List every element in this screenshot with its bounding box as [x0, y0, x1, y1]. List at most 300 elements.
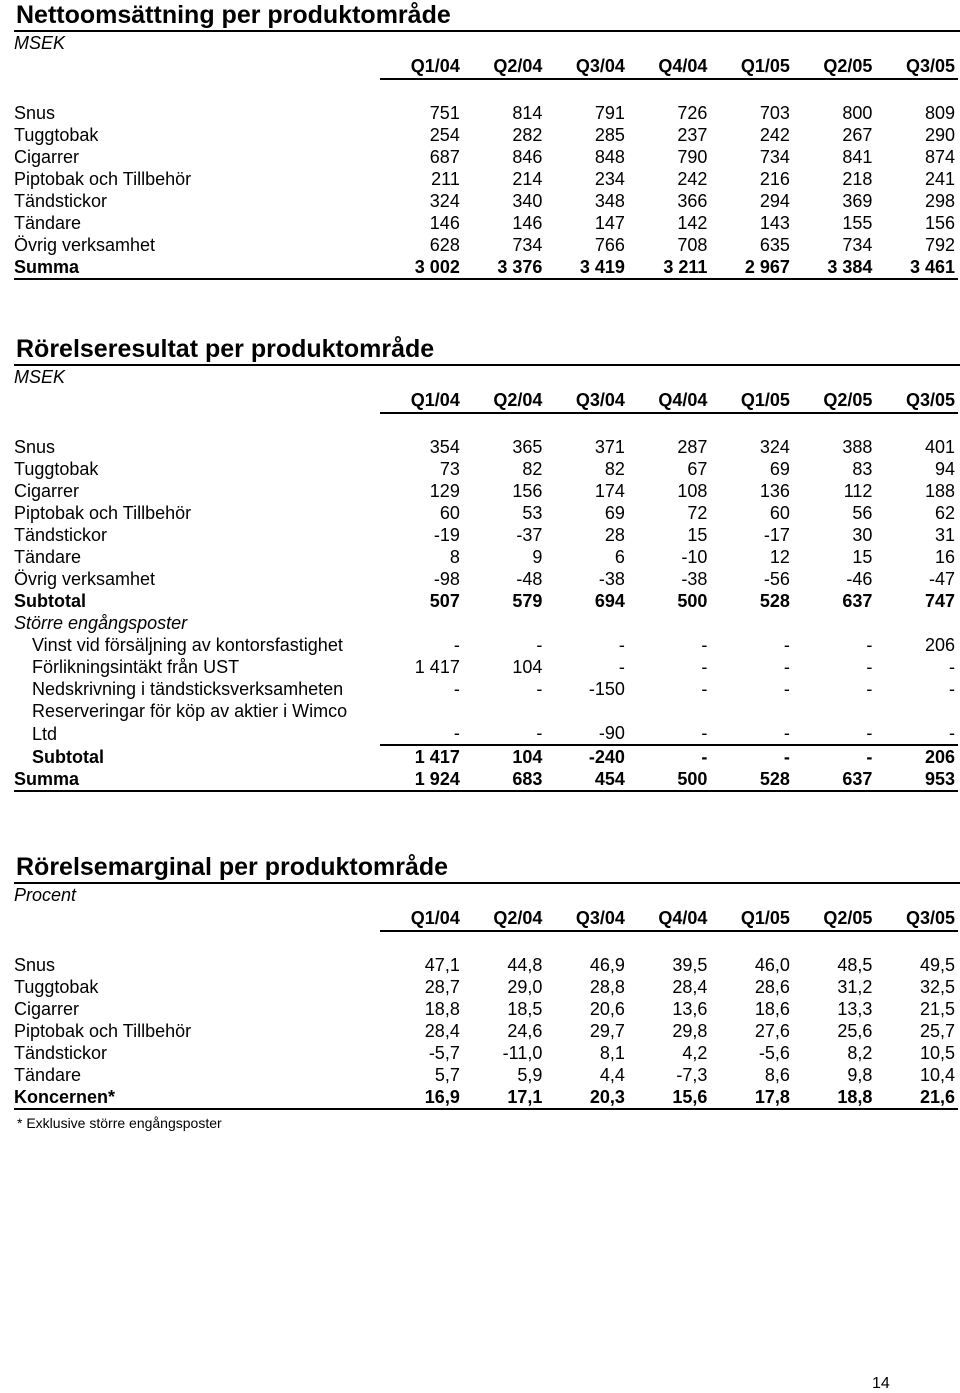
cell-value: 29,8 [672, 1021, 708, 1041]
sales-header-blank [14, 54, 380, 79]
row-label: Tuggtobak [14, 977, 99, 997]
cell-value: 791 [594, 103, 625, 123]
cell-value: 83 [852, 459, 873, 479]
row-label: Nedskrivning i tändsticksverksamheten [32, 679, 344, 699]
ebit-header-row [14, 388, 958, 413]
cell-value: 104 [512, 657, 543, 677]
cell-value: - [380, 722, 463, 745]
row-label: Snus [14, 103, 56, 123]
sales-unit: MSEK [14, 33, 66, 53]
margin-header-blank [14, 906, 380, 931]
cell-value [545, 700, 628, 722]
cell-value: 28,4 [672, 977, 708, 997]
sales-header-quarter: Q3/05 [875, 54, 958, 79]
cell-value: 628 [429, 235, 460, 255]
cell-value: -11,0 [502, 1043, 543, 1063]
ebit-header [14, 388, 958, 413]
row-heading: Större engångsposter [14, 613, 188, 633]
row-label: Förlikningsintäkt från UST [32, 657, 240, 677]
row-label: Tändare [14, 547, 82, 567]
cell-value: - [618, 657, 625, 677]
cell-value: -19 [433, 525, 460, 545]
cell-value: 13,3 [837, 999, 873, 1019]
cell-value: 60 [439, 503, 460, 523]
cell-value: - [949, 657, 955, 677]
cell-value: 69 [604, 503, 625, 523]
cell-value: 348 [594, 191, 625, 211]
cell-value: 29,0 [507, 977, 543, 997]
cell-value: 528 [710, 768, 793, 791]
ebit-header-quarter: Q3/05 [875, 388, 958, 413]
cell-value: 287 [677, 437, 708, 457]
cell-value: 9,8 [847, 1065, 873, 1085]
cell-value: 15 [852, 547, 873, 567]
cell-value: 237 [677, 125, 708, 145]
cell-value: 143 [759, 213, 790, 233]
cell-value: 290 [924, 125, 955, 145]
cell-value: 401 [924, 437, 955, 457]
cell-value: 28,7 [424, 977, 460, 997]
sales-header-quarter: Q2/05 [793, 54, 876, 79]
cell-value: 846 [512, 147, 543, 167]
cell-value: 8 [449, 547, 460, 567]
cell-value: - [783, 657, 790, 677]
cell-value: 454 [545, 768, 628, 791]
sales-title: Nettoomsättning per produktområde [14, 0, 960, 32]
cell-value: -17 [763, 525, 790, 545]
sales-header-quarter: Q3/04 [545, 54, 628, 79]
cell-value: - [949, 679, 955, 699]
cell-value: 13,6 [672, 999, 708, 1019]
cell-value: -38 [681, 569, 708, 589]
sales-total-row [14, 256, 958, 279]
cell-value: 218 [842, 169, 873, 189]
cell-value: 27,6 [754, 1021, 790, 1041]
cell-value [380, 700, 463, 722]
cell-value: 365 [512, 437, 543, 457]
cell-value: 267 [842, 125, 873, 145]
row-label: Koncernen* [14, 1086, 380, 1109]
cell-value: 67 [687, 459, 708, 479]
row-label: Tändstickor [14, 525, 108, 545]
cell-value: 28 [604, 525, 625, 545]
cell-value: -7,3 [676, 1065, 708, 1085]
margin-title: Rörelsemarginal per produktområde [14, 852, 960, 884]
row-label: Subtotal [14, 591, 86, 611]
cell-value: 46,0 [754, 955, 790, 975]
cell-value: 82 [522, 459, 543, 479]
margin-body [14, 931, 958, 1109]
cell-value: 28,6 [754, 977, 790, 997]
page-number: 14 [872, 1375, 890, 1392]
margin-unit: Procent [14, 885, 77, 905]
cell-value: 16,9 [380, 1086, 463, 1109]
cell-value: -38 [598, 569, 625, 589]
sales-row [14, 234, 958, 256]
cell-value: 1 417 [414, 747, 460, 767]
cell-value: 39,5 [672, 955, 708, 975]
cell-value: - [710, 722, 793, 745]
cell-value: 72 [687, 503, 708, 523]
cell-value: 5,9 [517, 1065, 543, 1085]
ebit-item-row [14, 656, 958, 678]
cell-value: 18,5 [507, 999, 543, 1019]
ebit-item-row [14, 700, 958, 722]
ebit-row [14, 502, 958, 524]
margin-section [14, 852, 960, 1110]
cell-value: - [701, 679, 708, 699]
cell-value: - [866, 747, 873, 767]
cell-value [628, 700, 711, 722]
cell-value: 242 [759, 125, 790, 145]
row-label: Subtotal [32, 746, 104, 767]
row-label: Tändare [14, 1065, 82, 1085]
ebit-section [14, 334, 960, 792]
cell-value: 703 [759, 103, 790, 123]
ebit-header-blank [14, 388, 380, 413]
row-label: Tändare [14, 213, 82, 233]
cell-value: 747 [924, 591, 955, 611]
cell-value: 12 [769, 547, 790, 567]
ebit-item-row [14, 634, 958, 656]
cell-value: - [536, 679, 543, 699]
cell-value: -10 [681, 547, 708, 567]
cell-value: 28,4 [424, 1021, 460, 1041]
ebit-header-quarter: Q2/05 [793, 388, 876, 413]
ebit-unit: MSEK [14, 367, 66, 387]
cell-value: 841 [842, 147, 873, 167]
margin-row [14, 998, 958, 1020]
cell-value: 156 [512, 481, 543, 501]
cell-value: 17,8 [710, 1086, 793, 1109]
margin-row [14, 954, 958, 976]
cell-value: -90 [545, 722, 628, 745]
cell-value: 21,6 [875, 1086, 958, 1109]
row-label: Reserveringar för köp av aktier i Wimco [32, 701, 348, 721]
row-label: Tuggtobak [14, 459, 99, 479]
cell-value: 216 [759, 169, 790, 189]
sales-row [14, 124, 958, 146]
cell-value: 800 [842, 103, 873, 123]
cell-value: 766 [594, 235, 625, 255]
sales-row [14, 102, 958, 124]
margin-total-row [14, 1086, 958, 1109]
margin-header-quarter: Q2/05 [793, 906, 876, 931]
cell-value: 25,6 [837, 1021, 873, 1041]
sales-header [14, 54, 958, 79]
cell-value: 24,6 [507, 1021, 543, 1041]
ebit-header-quarter: Q4/04 [628, 388, 711, 413]
cell-value: 15,6 [628, 1086, 711, 1109]
ebit-title: Rörelseresultat per produktområde [14, 334, 960, 366]
cell-value: 73 [439, 459, 460, 479]
cell-value: 726 [677, 103, 708, 123]
cell-value: - [463, 722, 546, 745]
cell-value: 3 419 [545, 256, 628, 279]
cell-value [793, 700, 876, 722]
sales-body [14, 79, 958, 279]
cell-value: 734 [512, 235, 543, 255]
row-label: Övrig verksamhet [14, 569, 156, 589]
cell-value: -56 [763, 569, 790, 589]
cell-value: 734 [759, 147, 790, 167]
cell-value: 3 211 [628, 256, 711, 279]
row-label: Snus [14, 437, 56, 457]
cell-value: 809 [924, 103, 955, 123]
ebit-header-quarter: Q1/04 [380, 388, 463, 413]
cell-value: 15 [687, 525, 708, 545]
cell-value: 340 [512, 191, 543, 211]
cell-value: 206 [924, 747, 955, 767]
cell-value: 528 [759, 591, 790, 611]
ebit-header-quarter: Q2/04 [463, 388, 546, 413]
cell-value: -240 [588, 747, 625, 767]
cell-value: 4,4 [599, 1065, 625, 1085]
ebit-subtotal-row [14, 590, 958, 612]
cell-value: 136 [759, 481, 790, 501]
cell-value: 31,2 [837, 977, 873, 997]
cell-value: 282 [512, 125, 543, 145]
cell-value: -150 [588, 679, 625, 699]
cell-value: 10,4 [919, 1065, 955, 1085]
cell-value: 953 [875, 768, 958, 791]
cell-value: 507 [429, 591, 460, 611]
cell-value: 234 [594, 169, 625, 189]
ebit-row [14, 568, 958, 590]
cell-value: 241 [924, 169, 955, 189]
cell-value: - [783, 747, 790, 767]
cell-value: 155 [842, 213, 873, 233]
row-label: Cigarrer [14, 481, 80, 501]
row-label: Piptobak och Tillbehör [14, 169, 192, 189]
cell-value: 56 [852, 503, 873, 523]
row-label: Tändstickor [14, 191, 108, 211]
cell-value: 69 [769, 459, 790, 479]
row-label: Piptobak och Tillbehör [14, 503, 192, 523]
cell-value: 371 [594, 437, 625, 457]
cell-value: 5,7 [434, 1065, 460, 1085]
cell-value: 20,6 [589, 999, 625, 1019]
cell-value: 734 [842, 235, 873, 255]
sales-row [14, 168, 958, 190]
sales-header-quarter: Q1/04 [380, 54, 463, 79]
sales-row [14, 146, 958, 168]
cell-value: 18,6 [754, 999, 790, 1019]
cell-value: 1 417 [414, 657, 460, 677]
cell-value: 790 [677, 147, 708, 167]
cell-value: 635 [759, 235, 790, 255]
cell-value: 129 [429, 481, 460, 501]
cell-value: 708 [677, 235, 708, 255]
cell-value: 3 384 [793, 256, 876, 279]
sales-header-row [14, 54, 958, 79]
cell-value: 3 002 [380, 256, 463, 279]
ebit-row [14, 480, 958, 502]
margin-header-quarter: Q1/05 [710, 906, 793, 931]
margin-header-quarter: Q3/05 [875, 906, 958, 931]
margin-header-row [14, 906, 958, 931]
row-label: Ltd [32, 723, 58, 744]
cell-value: 48,5 [837, 955, 873, 975]
ebit-row [14, 458, 958, 480]
cell-value: 21,5 [919, 999, 955, 1019]
cell-value: 32,5 [919, 977, 955, 997]
cell-value: 20,3 [545, 1086, 628, 1109]
cell-value: 147 [594, 213, 625, 233]
row-label: Cigarrer [14, 147, 80, 167]
cell-value: - [701, 747, 708, 767]
cell-value: 30 [852, 525, 873, 545]
sales-row [14, 190, 958, 212]
cell-value: 4,2 [682, 1043, 708, 1063]
cell-value: 46,9 [589, 955, 625, 975]
cell-value: - [618, 635, 625, 655]
cell-value: 49,5 [919, 955, 955, 975]
margin-header [14, 906, 958, 931]
sales-table [14, 54, 958, 280]
margin-header-quarter: Q1/04 [380, 906, 463, 931]
cell-value: 94 [934, 459, 955, 479]
cell-value: - [866, 635, 873, 655]
cell-value: - [701, 635, 708, 655]
cell-value: 8,2 [847, 1043, 873, 1063]
sales-spacer-row [14, 79, 958, 102]
cell-value: 366 [677, 191, 708, 211]
sales-header-quarter: Q1/05 [710, 54, 793, 79]
margin-row [14, 1020, 958, 1042]
cell-value: 500 [677, 591, 708, 611]
cell-value: 47,1 [424, 955, 460, 975]
cell-value: 44,8 [507, 955, 543, 975]
cell-value: -48 [516, 569, 543, 589]
cell-value: - [866, 679, 873, 699]
cell-value: 751 [429, 103, 460, 123]
cell-value: 18,8 [424, 999, 460, 1019]
cell-value: - [783, 635, 790, 655]
cell-value: 146 [429, 213, 460, 233]
cell-value: 82 [604, 459, 625, 479]
row-label: Summa [14, 768, 380, 791]
row-label: Övrig verksamhet [14, 235, 156, 255]
cell-value: -98 [433, 569, 460, 589]
margin-row [14, 1064, 958, 1086]
cell-value: - [783, 679, 790, 699]
sales-section [14, 0, 960, 280]
cell-value: 294 [759, 191, 790, 211]
margin-header-quarter: Q4/04 [628, 906, 711, 931]
ebit-table [14, 388, 958, 792]
row-label: Vinst vid försäljning av kontorsfastighet [32, 635, 343, 655]
cell-value: 500 [628, 768, 711, 791]
cell-value [463, 700, 546, 722]
cell-value [875, 700, 958, 722]
ebit-header-quarter: Q3/04 [545, 388, 628, 413]
cell-value: 874 [924, 147, 955, 167]
cell-value: -37 [516, 525, 543, 545]
cell-value: 3 461 [875, 256, 958, 279]
sales-row [14, 212, 958, 234]
cell-value: - [793, 722, 876, 745]
cell-value: 188 [924, 481, 955, 501]
cell-value: 174 [594, 481, 625, 501]
cell-value: 156 [924, 213, 955, 233]
cell-value: 242 [677, 169, 708, 189]
cell-value: 112 [843, 481, 873, 501]
cell-value: 683 [463, 768, 546, 791]
cell-value: - [453, 679, 460, 699]
row-label: Tändstickor [14, 1043, 108, 1063]
cell-value: - [536, 635, 543, 655]
cell-value: - [875, 722, 958, 745]
row-label: Piptobak och Tillbehör [14, 1021, 192, 1041]
ebit-items-subtotal-row [14, 745, 958, 768]
cell-value [710, 700, 793, 722]
cell-value: 254 [429, 125, 460, 145]
cell-value: 848 [594, 147, 625, 167]
ebit-row [14, 546, 958, 568]
cell-value: 108 [677, 481, 708, 501]
cell-value: - [701, 657, 708, 677]
cell-value: 579 [512, 591, 543, 611]
ebit-row [14, 524, 958, 546]
row-label: Snus [14, 955, 56, 975]
cell-value: 214 [512, 169, 543, 189]
cell-value: 324 [429, 191, 460, 211]
cell-value: 104 [512, 747, 543, 767]
cell-value: -47 [928, 569, 955, 589]
footnote: * Exklusive större engångsposter [17, 1115, 222, 1131]
ebit-spacer-row [14, 413, 958, 436]
cell-value: 369 [842, 191, 873, 211]
row-label: Cigarrer [14, 999, 80, 1019]
ebit-item-row [14, 722, 958, 745]
cell-value: 285 [594, 125, 625, 145]
margin-table [14, 906, 958, 1110]
cell-value: 25,7 [919, 1021, 955, 1041]
cell-value: 62 [934, 503, 955, 523]
cell-value: -46 [846, 569, 873, 589]
cell-value: 146 [512, 213, 543, 233]
cell-value: 9 [532, 547, 543, 567]
cell-value: - [453, 635, 460, 655]
cell-value: 1 924 [380, 768, 463, 791]
cell-value: -5,6 [758, 1043, 790, 1063]
margin-header-quarter: Q2/04 [463, 906, 546, 931]
cell-value: 324 [759, 437, 790, 457]
cell-value: 31 [934, 525, 955, 545]
cell-value: 354 [429, 437, 460, 457]
margin-spacer-row [14, 931, 958, 954]
cell-value: 29,7 [589, 1021, 625, 1041]
cell-value: 60 [769, 503, 790, 523]
cell-value: 8,1 [599, 1043, 625, 1063]
cell-value: 694 [594, 591, 625, 611]
cell-value: 637 [842, 591, 873, 611]
margin-row [14, 1042, 958, 1064]
sales-header-quarter: Q2/04 [463, 54, 546, 79]
cell-value: 18,8 [793, 1086, 876, 1109]
ebit-header-quarter: Q1/05 [710, 388, 793, 413]
margin-header-quarter: Q3/04 [545, 906, 628, 931]
cell-value: 142 [677, 213, 708, 233]
cell-value: 388 [842, 437, 873, 457]
cell-value: - [628, 722, 711, 745]
cell-value: 211 [431, 169, 460, 189]
cell-value: 28,8 [589, 977, 625, 997]
cell-value: 206 [924, 635, 955, 655]
cell-value: 17,1 [463, 1086, 546, 1109]
cell-value: 298 [924, 191, 955, 211]
